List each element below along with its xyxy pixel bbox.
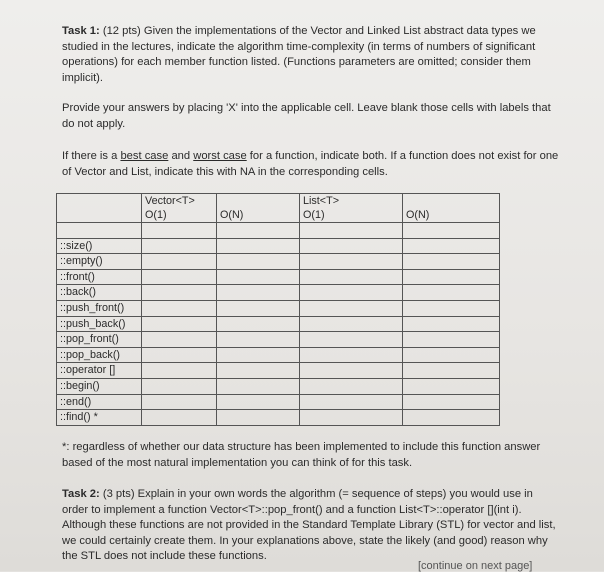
function-label: ::find() *: [57, 410, 142, 426]
answer-cell[interactable]: [403, 316, 500, 332]
table-row: [57, 238, 500, 254]
answer-cell[interactable]: [217, 223, 300, 239]
function-label: ::operator []: [57, 363, 142, 379]
answer-cell[interactable]: [300, 347, 403, 363]
table-row: [57, 269, 500, 285]
answer-cell[interactable]: [142, 223, 217, 239]
best-case-label: best case: [120, 150, 169, 162]
cases-text-pre: If there is a: [62, 150, 121, 162]
answer-cell[interactable]: [300, 223, 403, 239]
answer-cell[interactable]: [403, 363, 500, 379]
table-row: [57, 347, 500, 363]
answer-cell[interactable]: [217, 269, 300, 285]
worst-case-label: worst case: [193, 150, 247, 162]
answer-cell[interactable]: [300, 300, 403, 316]
answer-cell[interactable]: [217, 347, 300, 363]
function-label: ::pop_back(): [57, 347, 142, 363]
answer-cell[interactable]: [403, 410, 500, 426]
task1-cases-note: [62, 149, 562, 180]
answer-cell[interactable]: [217, 363, 300, 379]
answer-cell[interactable]: [217, 378, 300, 394]
answer-cell[interactable]: [142, 316, 217, 332]
vector-on-header: [217, 194, 300, 223]
header-corner-cell: [57, 194, 142, 223]
answer-cell[interactable]: [217, 238, 300, 254]
vector-on-label: O(N): [220, 209, 244, 221]
complexity-table: [56, 193, 500, 426]
answer-cell[interactable]: [142, 394, 217, 410]
vector-o1-label: O(1): [145, 209, 167, 221]
table-row: [57, 300, 500, 316]
answer-cell[interactable]: [142, 269, 217, 285]
task2-text: [62, 487, 562, 565]
answer-cell[interactable]: [217, 332, 300, 348]
answer-cell[interactable]: [403, 254, 500, 270]
answer-cell[interactable]: [300, 285, 403, 301]
function-label: ::empty(): [57, 254, 142, 270]
function-label: ::end(): [57, 394, 142, 410]
answer-cell[interactable]: [217, 394, 300, 410]
cases-text-mid: and: [168, 150, 194, 162]
answer-cell[interactable]: [217, 300, 300, 316]
list-o1-label: O(1): [303, 209, 325, 221]
answer-cell[interactable]: [403, 269, 500, 285]
answer-cell[interactable]: [300, 316, 403, 332]
answer-cell[interactable]: [142, 363, 217, 379]
answer-cell[interactable]: [142, 410, 217, 426]
answer-cell[interactable]: [300, 363, 403, 379]
list-o1-header: [300, 194, 403, 223]
function-label: ::push_back(): [57, 316, 142, 332]
answer-cell[interactable]: [403, 394, 500, 410]
answer-cell[interactable]: [403, 332, 500, 348]
table-row: [57, 332, 500, 348]
function-label: ::size(): [57, 238, 142, 254]
answer-cell[interactable]: [142, 300, 217, 316]
answer-cell[interactable]: [217, 254, 300, 270]
answer-cell[interactable]: [300, 269, 403, 285]
list-on-label: O(N): [406, 209, 430, 221]
function-label: ::front(): [57, 269, 142, 285]
table-row: [57, 410, 500, 426]
answer-cell[interactable]: [142, 347, 217, 363]
function-label: ::begin(): [57, 378, 142, 394]
answer-cell[interactable]: [142, 254, 217, 270]
answer-cell[interactable]: [403, 347, 500, 363]
function-label: ::pop_front(): [57, 332, 142, 348]
task1-instruction: Provide your answers by placing 'X' into the applicable cell. Leave blank those cells with labels that do not apply.: [62, 102, 551, 130]
answer-cell[interactable]: [142, 238, 217, 254]
answer-cell[interactable]: [217, 285, 300, 301]
task2-title: Task 2:: [62, 488, 100, 500]
answer-cell[interactable]: [217, 410, 300, 426]
answer-cell[interactable]: [403, 300, 500, 316]
answer-cell[interactable]: [142, 332, 217, 348]
cases-text-post: for a function, indicate both. If a function does not exist for one of Vector and List, indicate this with NA in the corresponding cells.: [62, 150, 559, 178]
task1-intro: [62, 24, 562, 86]
continuation-note: [continue on next page]: [418, 560, 533, 572]
table-row: [57, 285, 500, 301]
table-row: [57, 363, 500, 379]
answer-cell[interactable]: [300, 378, 403, 394]
answer-cell[interactable]: [403, 223, 500, 239]
task1-title: Task 1:: [62, 25, 100, 37]
function-label: ::back(): [57, 285, 142, 301]
vector-header: Vector<T>: [145, 195, 195, 207]
task2-body: (3 pts) Explain in your own words the algorithm (= sequence of steps) you would use in order to implement a function Vector<T>::pop_front() and a function List<T>::operator [](int i). Although these functions are not provided in the Standard Template Library (STL) for vector and list, we could certainly create them. In your explanations above, state the likely (and good) reason why the STL does not include these functions.: [62, 488, 556, 562]
task1-intro-text: (12 pts) Given the implementations of the Vector and Linked List abstract data types we studied in the lectures, indicate the algorithm time-complexity (in terms of numbers of significant operations) for each member function listed. (Functions parameters are omitted; consider them implicit).: [62, 25, 536, 84]
table-row: [57, 394, 500, 410]
function-label: ::push_front(): [57, 300, 142, 316]
answer-cell[interactable]: [142, 285, 217, 301]
answer-cell[interactable]: [300, 410, 403, 426]
table-row: [57, 378, 500, 394]
vector-o1-header: [142, 194, 217, 223]
answer-cell[interactable]: [300, 254, 403, 270]
answer-cell[interactable]: [217, 316, 300, 332]
list-on-header: [403, 194, 500, 223]
answer-cell[interactable]: [403, 378, 500, 394]
answer-cell[interactable]: [142, 378, 217, 394]
table-header-row: [57, 194, 500, 223]
answer-cell[interactable]: [403, 238, 500, 254]
table-row: [57, 316, 500, 332]
answer-cell[interactable]: [300, 332, 403, 348]
list-header: List<T>: [303, 195, 340, 207]
footnote: *: regardless of whether our data structure has been implemented to include this function answer based of the most natural implementation you can think of for this task.: [62, 441, 541, 469]
table-row: [57, 254, 500, 270]
answer-cell[interactable]: [300, 394, 403, 410]
answer-cell[interactable]: [403, 285, 500, 301]
answer-cell[interactable]: [300, 238, 403, 254]
